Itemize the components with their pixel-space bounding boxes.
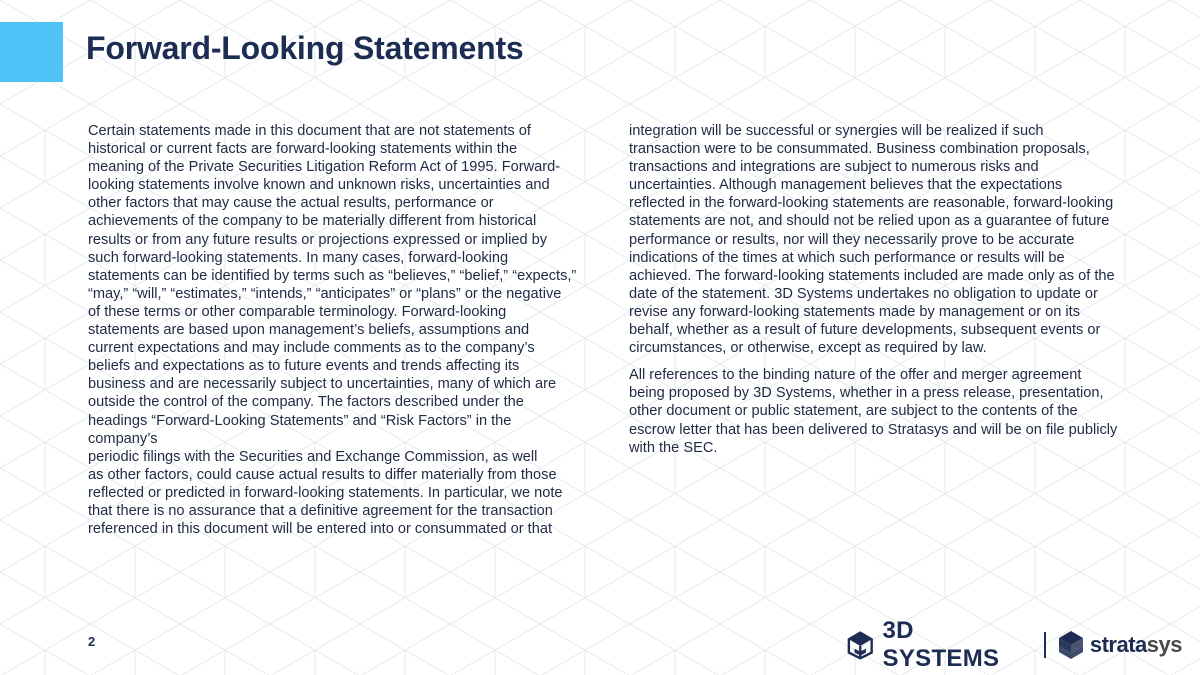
3d-systems-logo — [846, 617, 1030, 673]
right-column — [629, 122, 1137, 457]
stratasys-wordmark — [1090, 632, 1182, 658]
right-paragraph-1: integration will be successful or synergies will be realized if such transaction were to be consummated. Business combination proposals, transactions and integrations are subject to numerous risks and uncertainties. Although management believes that the expectations reflected in the forward-looking statements are reasonable, forward-looking statements are not, and should not be relied upon as a guarantee of future performance or results, nor will they necessarily prove to be accurate indications of the times at which such performance or results will be achieved. The forward-looking statements included are made only as of the date of the statement. 3D Systems undertakes no obligation to update or revise any forward-looking statements made by management or on its behalf, whether as a result of future developments, subsequent events or circumstances, or otherwise, except as required by law. — [629, 123, 1115, 357]
accent-block — [0, 22, 63, 82]
logo-divider — [1044, 632, 1046, 658]
left-paragraph: Certain statements made in this document that are not statements of historical or current facts are forward-looking statements within the meaning of the Private Securities Litigation Reform Act of 1995. Forward- looking statements involve known and unknown risks, uncertainties and other factors that may cause the actual results, performance or achievements of the company to be materially different from historical results or from any future results or projections expressed or implied by such forward-looking statements. In many cases, forward-looking statements can be identified by terms such as “believes,” “belief,” “expects,” “may,” “will,” “estimates,” “intends,” “anticipates” or “plans” or the negative of these terms or other comparable terminology. Forward-looking statements are based upon management’s beliefs, assumptions and current expectations and may include comments as to the company’s beliefs and expectations as to future events and trends affecting its business and are necessarily subject to uncertainties, many of which are outside the control of the company. The factors described under the headings “Forward-Looking Statements” and “Risk Factors” in the company’s periodic filings with the Securities and Exchange Commission, as well as other factors, could cause actual results to differ materially from those reflected or predicted in forward-looking statements. In particular, we note that there is no assurance that a definitive agreement for the transaction referenced in this document will be entered into or consummated or that — [88, 123, 577, 538]
right-paragraph-2: All references to the binding nature of the offer and merger agreement being proposed by 3D Systems, whether in a press release, presentation, other document or public statement, are subject to the contents of the escrow letter that has been delivered to Stratasys and will be on file publicly with the SEC. — [629, 367, 1118, 456]
footer-logos — [846, 617, 1182, 672]
left-column — [88, 122, 588, 538]
stratasys-logo — [1058, 630, 1182, 660]
page-number: 2 — [88, 634, 96, 649]
slide-title: Forward-Looking Statements — [86, 30, 524, 66]
stratasys-logo-icon — [1058, 630, 1084, 660]
stratasys-wordmark-prefix: strata — [1089, 632, 1147, 657]
stratasys-wordmark-suffix: sys — [1146, 632, 1182, 657]
3d-systems-logo-icon — [846, 630, 875, 660]
3d-systems-wordmark: 3D SYSTEMS — [882, 617, 1000, 672]
